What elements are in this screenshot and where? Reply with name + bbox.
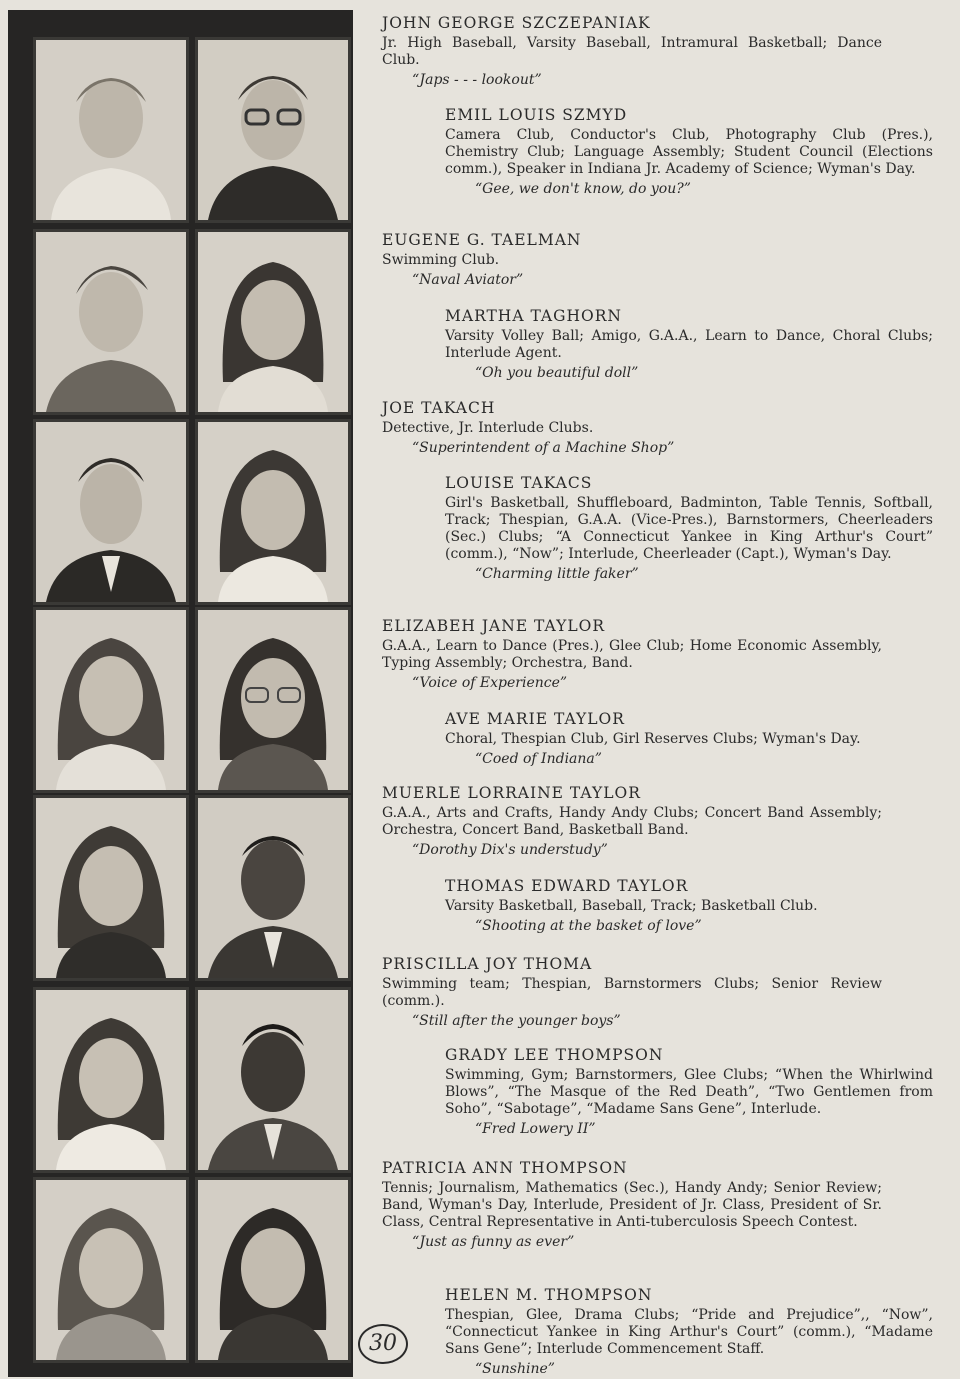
student-quote: “Fred Lowery II” <box>475 1121 596 1137</box>
student-activities: Tennis; Journalism, Mathematics (Sec.), Handy Andy; Senior Review; Band, Wyman's Day, Interlude, President of Jr. Class, President of Sr. Class, Central Representative in Anti-tuberculosis Speech Contest. <box>382 1180 882 1230</box>
student-quote: “Naval Aviator” <box>412 272 524 288</box>
student-quote: “Dorothy Dix's understudy” <box>412 842 608 858</box>
student-activities: G.A.A., Learn to Dance (Pres.), Glee Club; Home Economic Assembly, Typing Assembly; Orchestra, Band. <box>382 638 882 671</box>
senior-entry <box>445 877 933 936</box>
student-name: HELEN M. THOMPSON <box>445 1286 653 1304</box>
student-quote: “Gee, we don't know, do you?” <box>475 181 691 197</box>
student-quote: “Oh you beautiful doll” <box>475 365 639 381</box>
student-activities: Varsity Volley Ball; Amigo, G.A.A., Learn to Dance, Choral Clubs; Interlude Agent. <box>445 328 933 361</box>
student-activities: G.A.A., Arts and Crafts, Handy Andy Clubs; Concert Band Assembly; Orchestra, Concert Band, Basketball Band. <box>382 805 882 838</box>
student-name: JOHN GEORGE SZCZEPANIAK <box>382 14 651 32</box>
student-activities: Detective, Jr. Interlude Clubs. <box>382 420 594 436</box>
senior-entry <box>382 617 882 693</box>
student-name: MARTHA TAGHORN <box>445 307 622 325</box>
senior-entry <box>445 1046 933 1139</box>
student-name: THOMAS EDWARD TAYLOR <box>445 877 689 895</box>
student-name: AVE MARIE TAYLOR <box>445 710 625 728</box>
student-name: ELIZABEH JANE TAYLOR <box>382 617 606 635</box>
student-activities: Swimming team; Thespian, Barnstormers Clubs; Senior Review (comm.). <box>382 976 882 1009</box>
student-quote: “Charming little faker” <box>475 566 639 582</box>
student-name: PATRICIA ANN THOMPSON <box>382 1159 628 1177</box>
student-activities: Choral, Thespian Club, Girl Reserves Clubs; Wyman's Day. <box>445 731 861 747</box>
student-quote: “Voice of Experience” <box>412 675 568 691</box>
student-name: JOE TAKACH <box>382 399 496 417</box>
student-name: EMIL LOUIS SZMYD <box>445 106 628 124</box>
student-quote: “Superintendent of a Machine Shop” <box>412 440 675 456</box>
senior-entry <box>382 399 882 458</box>
student-activities: Varsity Basketball, Baseball, Track; Basketball Club. <box>445 898 818 914</box>
senior-entry <box>445 710 933 769</box>
student-name: GRADY LEE THOMPSON <box>445 1046 664 1064</box>
student-quote: “Sunshine” <box>475 1361 555 1377</box>
senior-entry <box>382 1159 882 1252</box>
student-quote: “Japs - - - lookout” <box>412 72 542 88</box>
student-activities: Camera Club, Conductor's Club, Photography Club (Pres.), Chemistry Club; Language Assembly; Student Council (Elections comm.), Speaker in Indiana Jr. Academy of Science; Wyman's Day. <box>445 127 933 177</box>
senior-entry <box>445 307 933 383</box>
student-name: MUERLE LORRAINE TAYLOR <box>382 784 641 802</box>
student-activities: Swimming, Gym; Barnstormers, Glee Clubs; “When the Whirlwind Blows”, “The Masque of the Red Death”, “Two Gentlemen from Soho”, “Sabotage”, “Madame Sans Gene”, Interlude. <box>445 1067 933 1117</box>
student-quote: “Just as funny as ever” <box>412 1234 575 1250</box>
student-quote: “Shooting at the basket of love” <box>475 918 702 934</box>
student-quote: “Coed of Indiana” <box>475 751 602 767</box>
senior-entry <box>382 955 882 1031</box>
senior-entry <box>382 231 882 290</box>
student-name: PRISCILLA JOY THOMA <box>382 955 593 973</box>
student-quote: “Still after the younger boys” <box>412 1013 621 1029</box>
page-number: 30 <box>358 1324 408 1364</box>
senior-entry <box>382 784 882 860</box>
senior-entry <box>445 106 933 199</box>
senior-entry <box>382 14 882 90</box>
student-activities: Jr. High Baseball, Varsity Baseball, Intramural Basketball; Dance Club. <box>382 35 882 68</box>
student-name: LOUISE TAKACS <box>445 474 593 492</box>
student-activities: Swimming Club. <box>382 252 500 268</box>
student-activities: Girl's Basketball, Shuffleboard, Badminton, Table Tennis, Softball, Track; Thespian, G.A.A. (Vice-Pres.), Barnstormers, Cheerleaders (Sec.) Clubs; “A Connecticut Yankee in King Arthur's Court” (comm.), “Now”; Interlude, Cheerleader (Capt.), Wyman's Day. <box>445 495 933 562</box>
senior-entry <box>445 474 933 584</box>
student-name: EUGENE G. TAELMAN <box>382 231 582 249</box>
student-activities: Thespian, Glee, Drama Clubs; “Pride and Prejudice”,, “Now”, “Connecticut Yankee in King Arthur's Court” (comm.), “Madame Sans Gene”; Interlude Commencement Staff. <box>445 1307 933 1357</box>
senior-entry <box>445 1286 933 1379</box>
